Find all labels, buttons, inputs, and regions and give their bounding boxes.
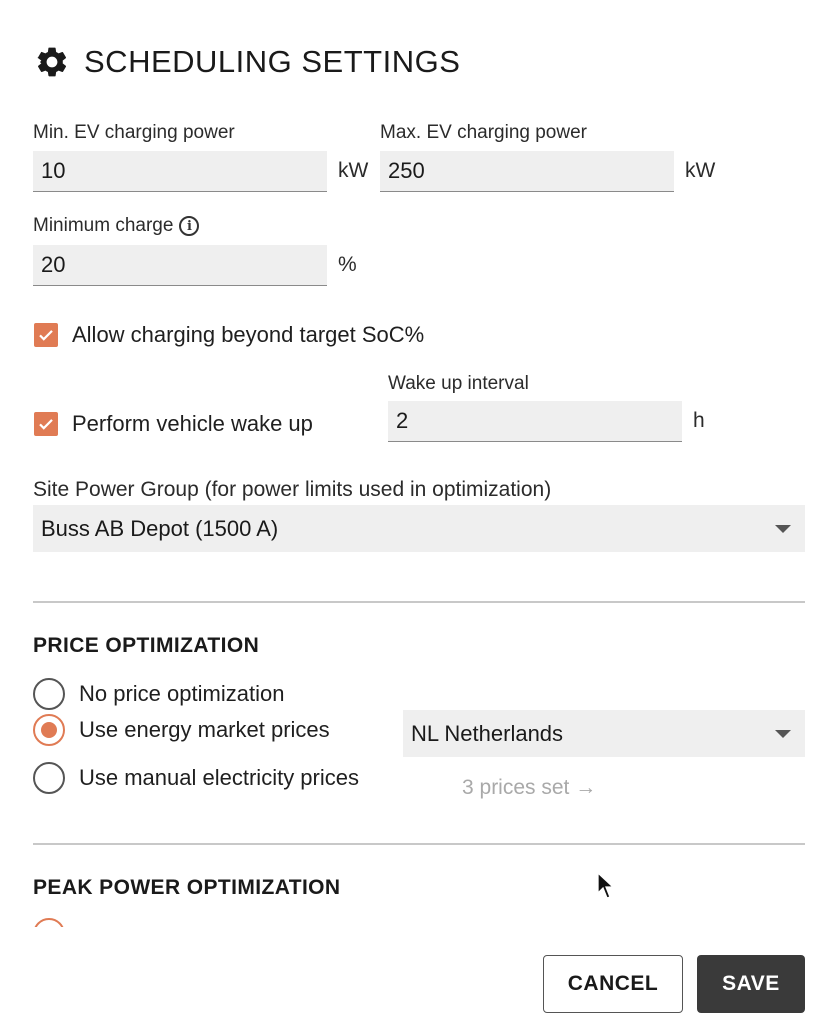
- wake-interval-input[interactable]: [388, 401, 682, 442]
- save-button[interactable]: [697, 955, 805, 1013]
- market-select[interactable]: [403, 710, 805, 757]
- dialog-header: [34, 40, 460, 84]
- min-power-label: Min. EV charging power: [33, 122, 235, 143]
- radio-label: No price optimization: [79, 681, 285, 706]
- min-charge-input[interactable]: [33, 245, 327, 286]
- gear-icon: [34, 44, 70, 80]
- wake-interval-unit: h: [693, 409, 705, 432]
- min-power-input[interactable]: [33, 151, 327, 192]
- check-icon: [37, 415, 55, 433]
- section-divider: [33, 601, 805, 603]
- radio-label: Use manual electricity prices: [79, 765, 359, 790]
- wake-interval-label: Wake up interval: [388, 373, 529, 394]
- save-label: SAVE: [722, 972, 780, 995]
- allow-beyond-checkbox[interactable]: [34, 323, 58, 347]
- allow-beyond-label: Allow charging beyond target SoC%: [72, 322, 425, 347]
- wake-up-row[interactable]: [34, 411, 313, 437]
- check-icon: [37, 326, 55, 344]
- min-charge-unit: %: [338, 253, 357, 276]
- min-charge-label: Minimum charge: [33, 215, 174, 236]
- max-power-unit: kW: [685, 159, 716, 182]
- radio-button[interactable]: [33, 678, 65, 710]
- radio-no-price[interactable]: [33, 678, 284, 710]
- radio-dot: [41, 722, 57, 738]
- cancel-button[interactable]: [543, 955, 683, 1013]
- min-power-value: 10: [41, 158, 66, 183]
- min-power-unit: kW: [338, 159, 369, 182]
- radio-button-partial[interactable]: [33, 918, 65, 927]
- market-value: NL Netherlands: [411, 720, 564, 746]
- wake-up-checkbox[interactable]: [34, 412, 58, 436]
- info-icon[interactable]: i: [179, 216, 199, 236]
- max-power-value: 250: [388, 158, 425, 183]
- price-optimization-title: PRICE OPTIMIZATION: [33, 634, 260, 657]
- dialog-title: SCHEDULING SETTINGS: [84, 44, 461, 79]
- wake-up-label: Perform vehicle wake up: [72, 411, 313, 436]
- min-charge-label-row: [33, 215, 199, 237]
- chevron-down-icon: [775, 525, 791, 533]
- radio-market-prices[interactable]: [33, 714, 330, 746]
- allow-beyond-row[interactable]: [34, 322, 424, 348]
- max-power-label: Max. EV charging power: [380, 122, 587, 143]
- peak-power-title: PEAK POWER OPTIMIZATION: [33, 876, 341, 899]
- cursor-icon: [597, 872, 615, 900]
- radio-label: Use energy market prices: [79, 717, 330, 742]
- manual-prices-link[interactable]: 3 prices set →: [462, 776, 597, 799]
- min-charge-value: 20: [41, 252, 66, 277]
- site-power-group-select[interactable]: [33, 505, 805, 552]
- max-power-input[interactable]: [380, 151, 674, 192]
- cancel-label: CANCEL: [567, 972, 659, 995]
- radio-button-selected[interactable]: [33, 714, 65, 746]
- radio-button[interactable]: [33, 762, 65, 794]
- site-power-group-value: Buss AB Depot (1500 A): [41, 515, 279, 541]
- chevron-down-icon: [775, 730, 791, 738]
- site-power-group-label: Site Power Group (for power limits used in optimization): [33, 478, 552, 501]
- section-divider: [33, 843, 805, 845]
- radio-manual-prices[interactable]: [33, 762, 359, 794]
- wake-interval-value: 2: [396, 408, 409, 433]
- scroll-clip: [33, 918, 73, 927]
